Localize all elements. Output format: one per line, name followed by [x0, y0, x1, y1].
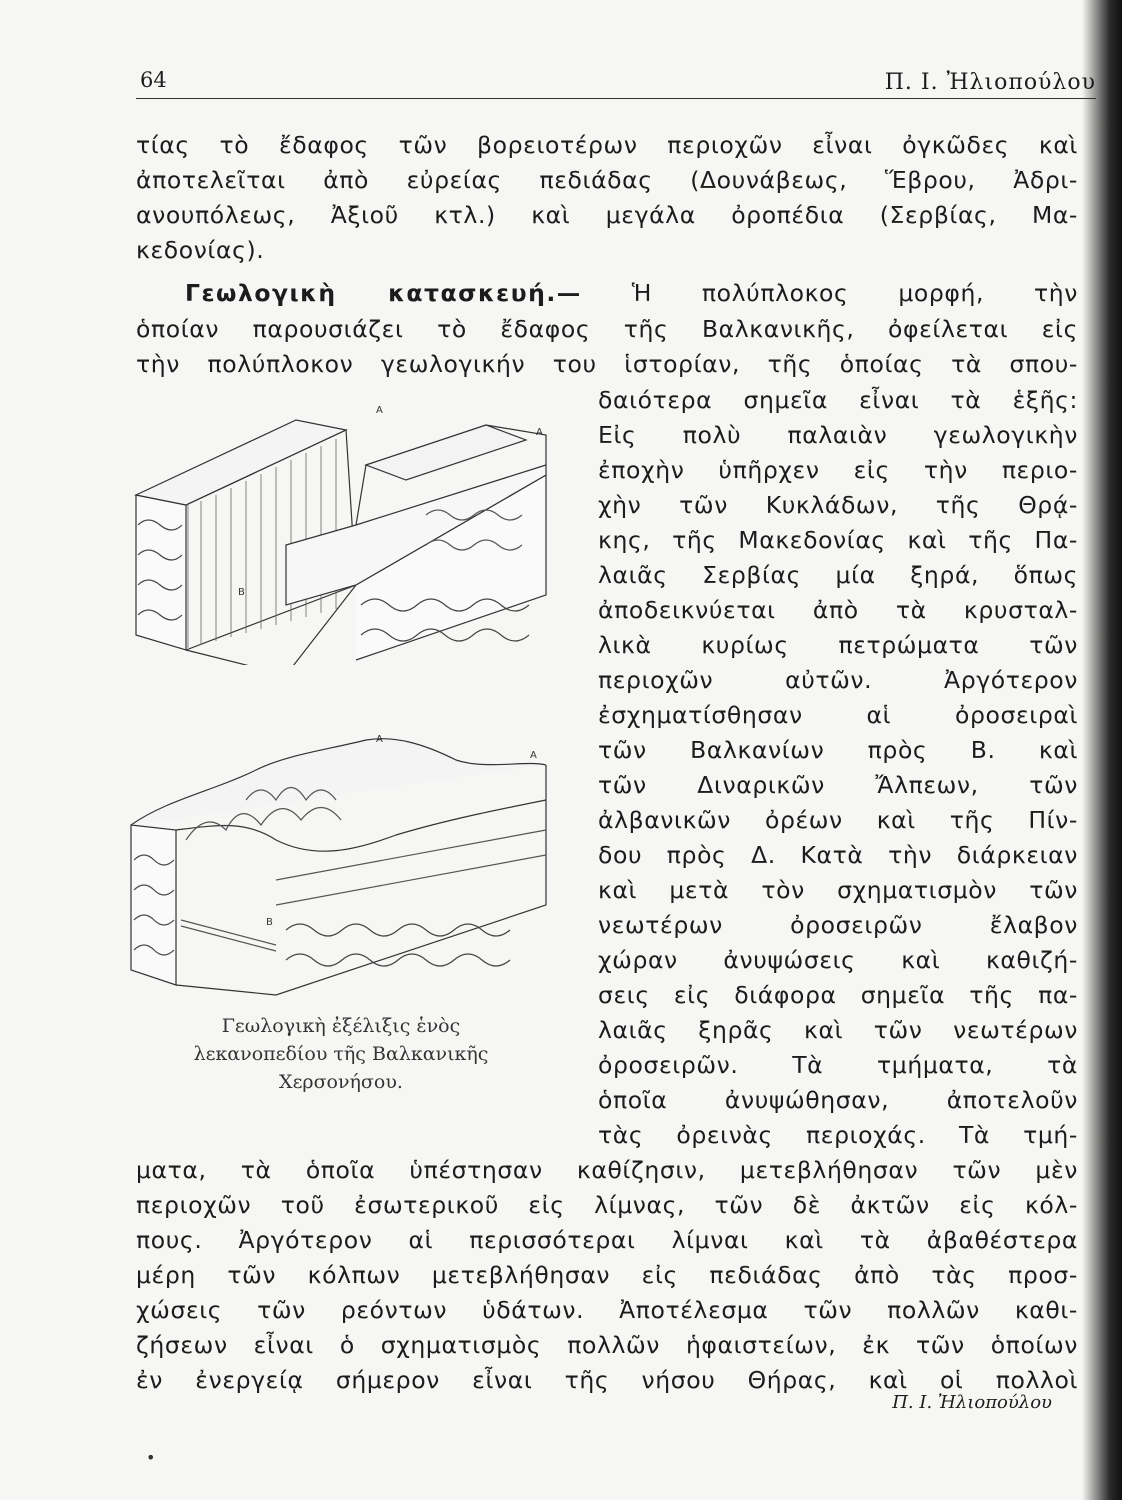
- figure-label-b: B: [266, 917, 273, 928]
- figure-label-b: B: [238, 587, 245, 598]
- text-line: ἐποχὴν ὑπῆρχεν εἰς τὴν περιο-: [598, 456, 1078, 484]
- figure-block-diagram-eroded: [126, 730, 556, 1000]
- text-line: χὴν τῶν Κυκλάδων, τῆς Θρᾴ-: [598, 491, 1078, 519]
- caption-line: Χερσονήσου.: [279, 1071, 403, 1093]
- text-line: πους. Ἀργότερον αἱ περισσότεραι λίμναι καὶ τὰ ἀβαθέστερα: [136, 1226, 1078, 1254]
- text-line: ἐσχηματίσθησαν αἱ ὀροσειραὶ: [598, 701, 1078, 729]
- text-line: μέρη τῶν κόλπων μετεβλήθησαν εἰς πεδιάδας ἀπὸ τὰς προσ-: [136, 1261, 1078, 1289]
- text-line: νεωτέρων ὀροσειρῶν ἔλαβον: [598, 911, 1078, 939]
- figure-label-a: A: [376, 405, 383, 416]
- print-speck: •: [146, 1448, 156, 1467]
- text-line: Εἰς πολὺ παλαιὰν γεωλογικὴν: [598, 421, 1078, 449]
- text-line: δου πρὸς Δ. Κατὰ τὴν διάρκειαν: [598, 841, 1078, 869]
- text-line: σεις εἰς διάφορα σημεῖα τῆς πα-: [598, 981, 1078, 1009]
- running-head: Π. Ι. Ἠλιοπούλου: [884, 70, 1096, 95]
- section-heading: Γεωλογικὴ κατασκευή.—: [185, 279, 582, 307]
- text-line: λαιᾶς Σερβίας μία ξηρά, ὅπως: [598, 561, 1078, 589]
- text-line: τὴν πολύπλοκον γεωλογικήν του ἱστορίαν, τῆς ὁποίας τὰ σπου-: [136, 350, 1078, 378]
- text-line: ὁποῖα ἀνυψώθησαν, ἀποτελοῦν: [598, 1086, 1078, 1114]
- figure-caption: [146, 1012, 536, 1096]
- header-rule: [136, 98, 1096, 99]
- text-line: κεδονίας).: [136, 236, 265, 264]
- figure-label-a: A: [376, 734, 383, 745]
- figure-label-a: A: [536, 427, 543, 438]
- paragraph-text: Ἡ πολύπλοκος μορφή, τὴν: [631, 279, 1078, 307]
- block-diagram-2: [126, 730, 556, 1000]
- text-line: λαιᾶς ξηρᾶς καὶ τῶν νεωτέρων: [598, 1016, 1078, 1044]
- text-line: ὀροσειρῶν. Τὰ τμήματα, τὰ: [598, 1051, 1078, 1079]
- text-line: ἐν ἐνεργείᾳ σήμερον εἶναι τῆς νήσου Θήρας, καὶ οἱ πολλοὶ: [136, 1366, 1078, 1394]
- text-line: ματα, τὰ ὁποῖα ὑπέστησαν καθίζησιν, μετεβλήθησαν τῶν μὲν: [136, 1156, 1078, 1184]
- page-edge-shadow: [1082, 0, 1122, 1500]
- text-line: ανουπόλεως, Ἀξιοῦ κτλ.) καὶ μεγάλα ὀροπέδια (Σερβίας, Μα-: [136, 201, 1078, 229]
- text-line: τὰς ὀρεινὰς περιοχάς. Τὰ τμή-: [598, 1121, 1078, 1149]
- text-line: τῶν Διναρικῶν Ἄλπεων, τῶν: [598, 771, 1078, 799]
- text-line: ἀλβανικῶν ὀρέων καὶ τῆς Πίν-: [598, 806, 1078, 834]
- text-line: καὶ μετὰ τὸν σχηματισμὸν τῶν: [598, 876, 1078, 904]
- block-diagram-1: [126, 405, 556, 665]
- text-line: περιοχῶν αὐτῶν. Ἀργότερον: [598, 666, 1078, 694]
- figure-label-a: A: [530, 750, 537, 761]
- heading-line: [185, 276, 1078, 310]
- text-line: ἀποτελεῖται ἀπὸ εὐρείας πεδιάδας (Δουνάβεως, Ἕβρου, Ἀδρι-: [136, 166, 1078, 194]
- page-header: [136, 62, 1096, 102]
- text-line: χώσεις τῶν ρεόντων ὑδάτων. Ἀποτέλεσμα τῶν πολλῶν καθι-: [136, 1296, 1078, 1324]
- text-line: ὁποίαν παρουσιάζει τὸ ἔδαφος τῆς Βαλκανικῆς, ὀφείλεται εἰς: [136, 315, 1078, 343]
- text-line: περιοχῶν τοῦ ἐσωτερικοῦ εἰς λίμνας, τῶν δὲ ἀκτῶν εἰς κόλ-: [136, 1191, 1078, 1219]
- footer-author: Π. Ι. Ἠλιοπούλου: [892, 1392, 1052, 1413]
- text-line: ἀποδεικνύεται ἀπὸ τὰ κρυσταλ-: [598, 596, 1078, 624]
- text-line: κης, τῆς Μακεδονίας καὶ τῆς Πα-: [598, 526, 1078, 554]
- text-line: τῶν Βαλκανίων πρὸς Β. καὶ: [598, 736, 1078, 764]
- text-line: δαιότερα σημεῖα εἶναι τὰ ἑξῆς:: [598, 386, 1078, 414]
- caption-line: Γεωλογικὴ ἐξέλιξις ἑνὸς: [221, 1015, 461, 1037]
- page-number: 64: [140, 68, 167, 92]
- text-line: ζήσεων εἶναι ὁ σχηματισμὸς πολλῶν ἡφαιστείων, ἐκ τῶν ὁποίων: [136, 1331, 1078, 1359]
- text-line: χώραν ἀνυψώσεις καὶ καθιζή-: [598, 946, 1078, 974]
- caption-line: λεκανοπεδίου τῆς Βαλκανικῆς: [193, 1043, 489, 1065]
- text-line: λικὰ κυρίως πετρώματα τῶν: [598, 631, 1078, 659]
- text-line: τίας τὸ ἔδαφος τῶν βορειοτέρων περιοχῶν εἶναι ὀγκῶδες καὶ: [136, 131, 1078, 159]
- figure-block-diagram-initial: [126, 405, 556, 665]
